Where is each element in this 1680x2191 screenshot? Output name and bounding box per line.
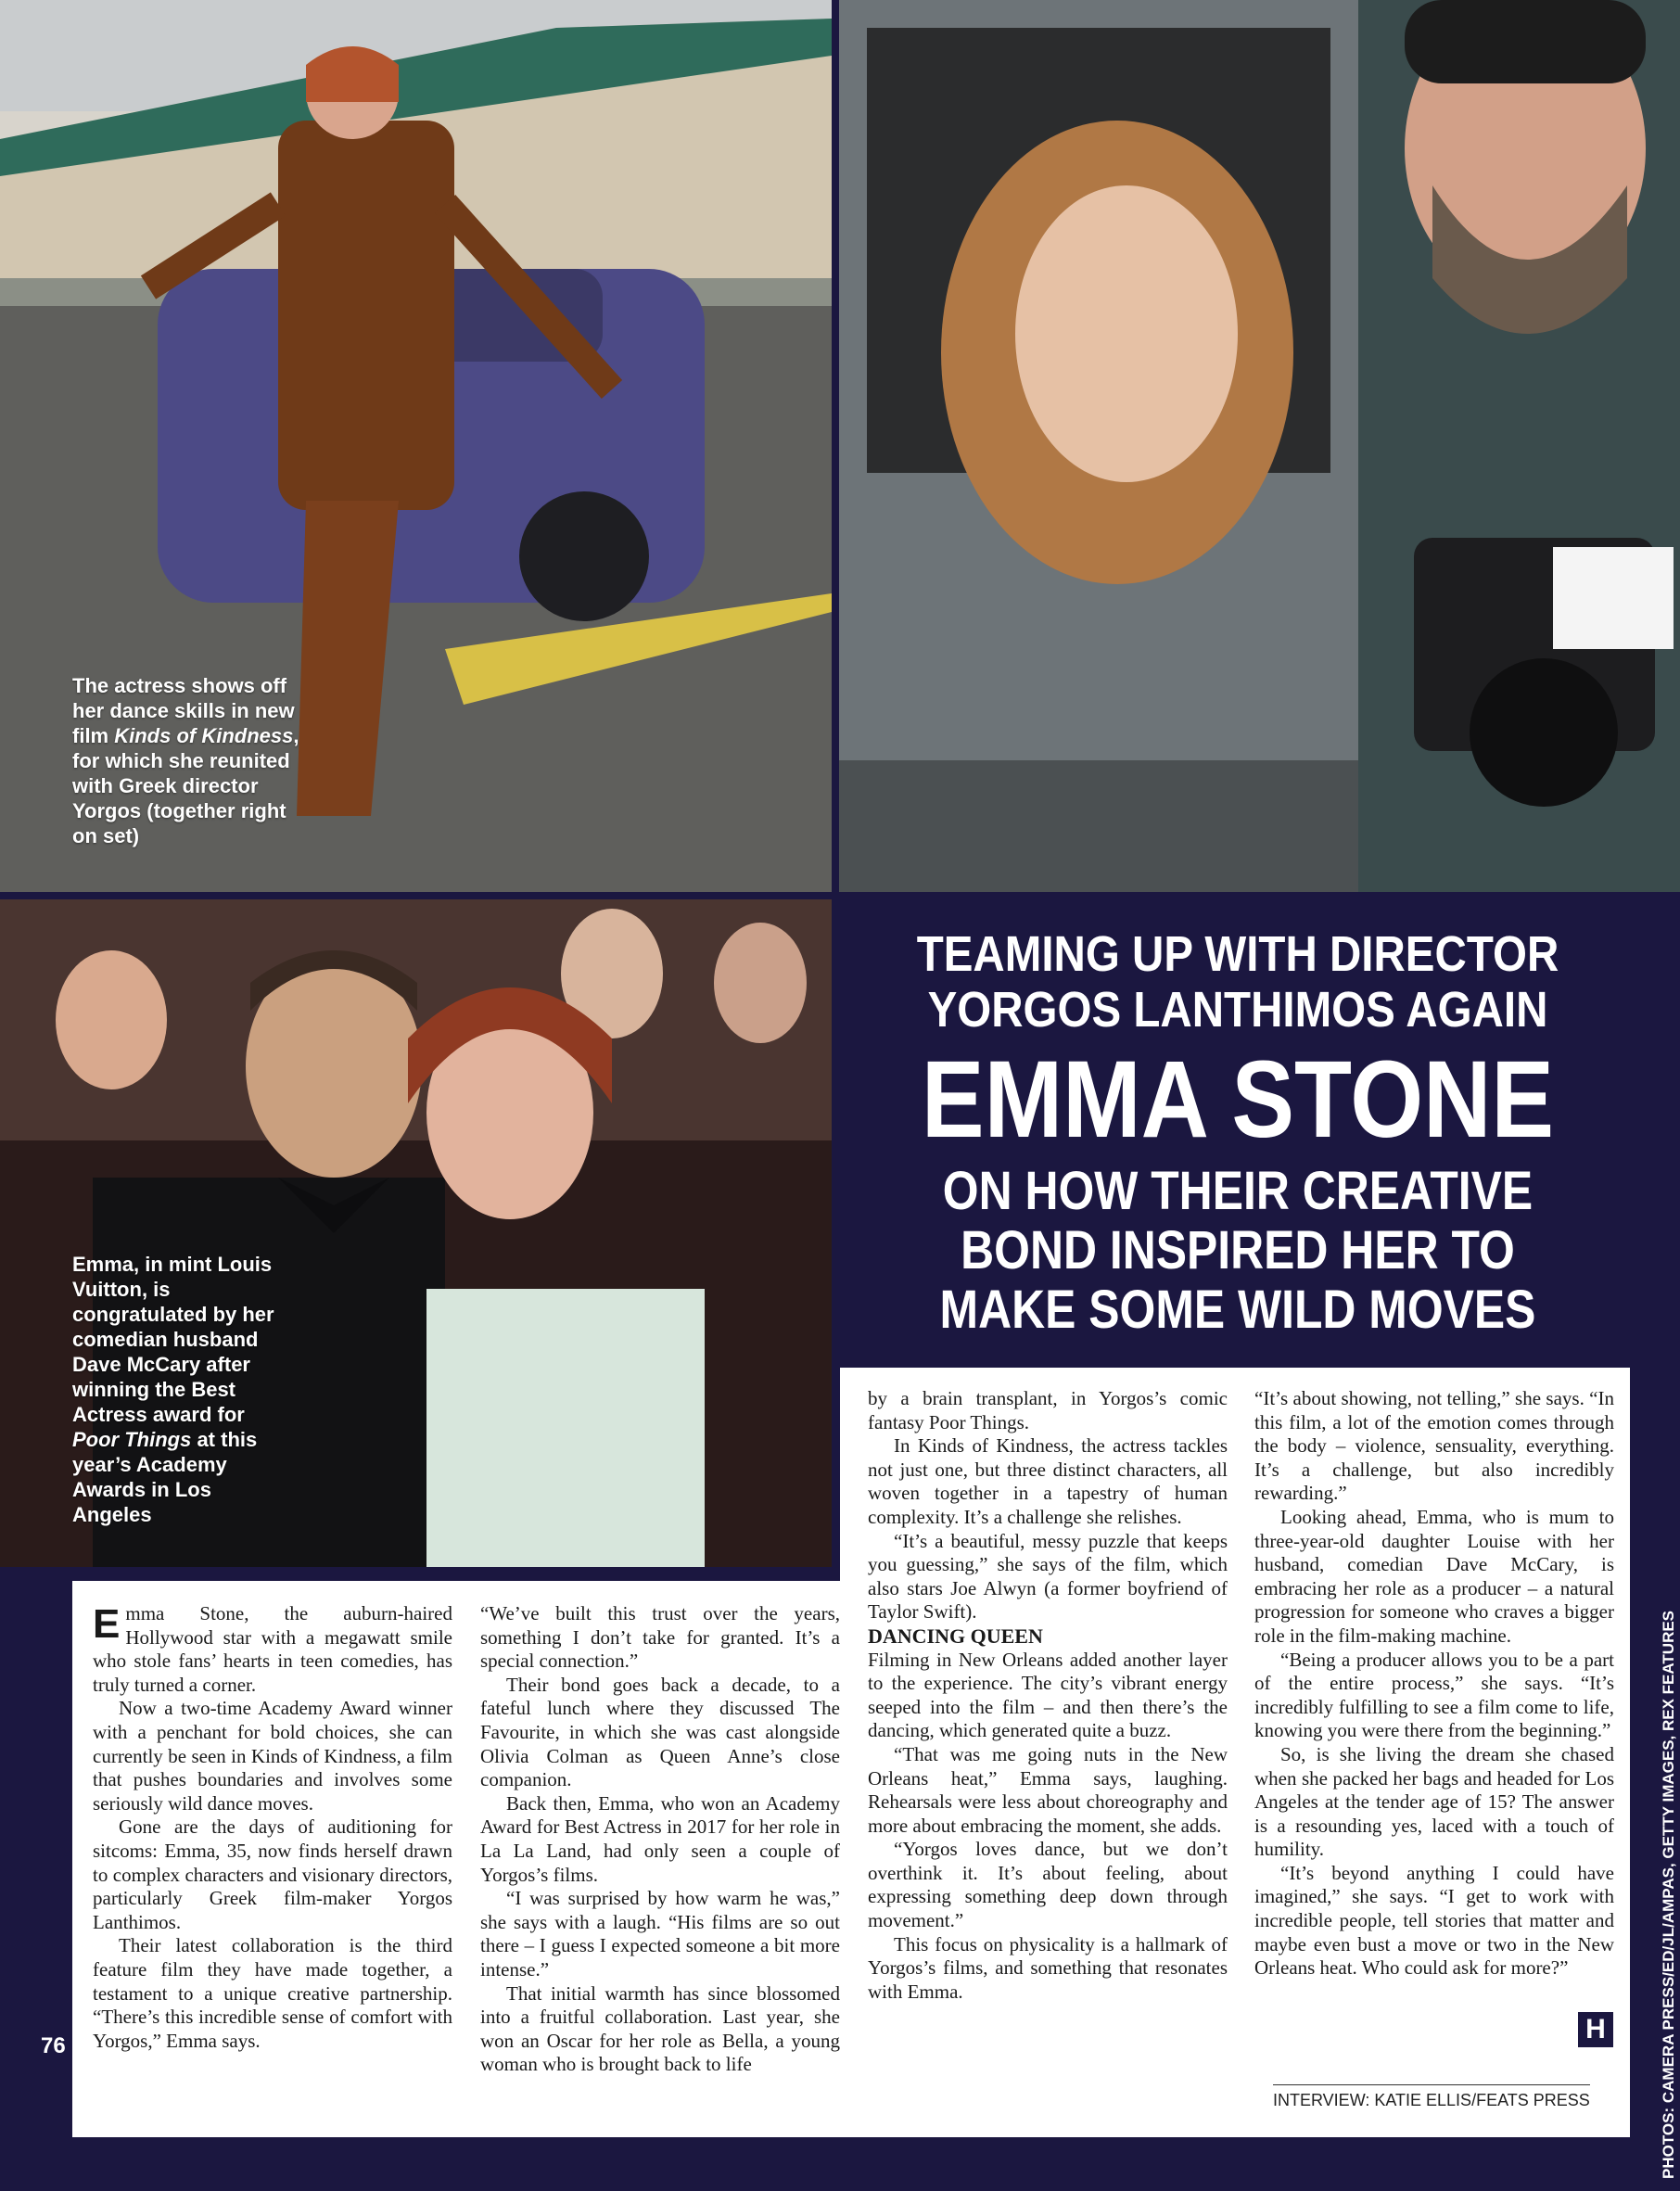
article-paragraph: Filming in New Orleans added another layer to the experience. The city’s vibrant energy seeped into the film – and then there’s the dancing, which generated quite a buzz. (868, 1648, 1228, 1742)
article-paragraph: Their latest collaboration is the third feature film they have made together, a testament to a unique creative partnership. “There’s this incredible sense of comfort with Yorgos,” Emma says. (93, 1934, 452, 2052)
article-column-3 (868, 1387, 1228, 2004)
article-paragraph: “Yorgos loves dance, but we don’t overthink it. It’s about feeling, about expressing something deep down through movement.” (868, 1838, 1228, 1932)
photo-with-director (839, 0, 1680, 892)
article-paragraph: Now a two-time Academy Award winner with a penchant for bold choices, she can currently be seen in Kinds of Kindness, a film that pushes boundaries and involves some seriously wild dance moves. (93, 1697, 452, 1815)
article-paragraph: That initial warmth has since blossomed into a fruitful collaboration. Last year, she won an Oscar for her role as Bella, a young woman who is brought back to life (480, 1981, 840, 2076)
caption-rest: , for which she reunited with Greek director Yorgos (together right on set) (72, 724, 299, 847)
article-paragraph: “I was surprised by how warm he was,” she says with a laugh. “His films are so out there – I guess I expected someone a bit more intense.” (480, 1887, 840, 1981)
drop-cap: E (93, 1601, 121, 1647)
caption-text: The actress shows off her dance skills in new film (72, 674, 295, 747)
headline-block (840, 913, 1635, 1368)
caption-text: Emma, in mint Louis Vuitton, is congratulated by her comedian husband Dave McCary after winning the Best Actress award for (72, 1253, 274, 1426)
paragraph-text: mma Stone, the auburn-haired Hollywood star with a megawatt smile who stole fans’ hearts in teen comedies, has truly turned a corner. (93, 1602, 452, 1696)
interview-credit: INTERVIEW: KATIE ELLIS/FEATS PRESS (1273, 2084, 1590, 2110)
article-paragraph: In Kinds of Kindness, the actress tackles not just one, but three distinct characters, all woven together in a tapestry of human complexity. It’s a challenge she relishes. (868, 1434, 1228, 1528)
article-paragraph: “It’s beyond anything I could have imagined,” she says. “I get to work with incredible people, tell stories that matter and maybe even bust a move or two in the New Orleans heat. Who could ask for more?” (1254, 1861, 1614, 1980)
article-paragraph: “That was me going nuts in the New Orleans heat,” Emma says, laughing. Rehearsals were less about choreography and more about embracing the moment, she adds. (868, 1742, 1228, 1837)
article-column-4 (1254, 1387, 1614, 1981)
headline-deck-1: ON HOW THEIR CREATIVE (942, 1161, 1534, 1221)
headline-name: EMMA STONE (921, 1038, 1555, 1161)
dancing-caption (72, 673, 304, 848)
caption-film: Kinds of Kindness (114, 724, 294, 747)
article-column-2 (480, 1602, 840, 2077)
article-paragraph: So, is she living the dream she chased when she packed her bags and headed for Los Angeles at the tender age of 15? The answer is a resounding yes, laced with a touch of humility. (1254, 1742, 1614, 1861)
article-paragraph: by a brain transplant, in Yorgos’s comic fantasy Poor Things. (868, 1387, 1228, 1433)
subhead-dancing-queen: DANCING QUEEN (868, 1624, 1043, 1648)
article-paragraph: This focus on physicality is a hallmark of Yorgos’s films, and something that resonates with Emma. (868, 1932, 1228, 2003)
headline-deck-2: BOND INSPIRED HER TO (961, 1220, 1515, 1280)
article-paragraph: Back then, Emma, who won an Academy Award for Best Actress in 2017 for her role in La La Land, had only seen a couple of Yorgos’s films. (480, 1791, 840, 1886)
article-column-1 (93, 1602, 452, 2053)
article-paragraph: “It’s a beautiful, messy puzzle that keeps you guessing,” she says of the film, which also stars Joe Alwyn (a former boyfriend of Taylor Swift). (868, 1529, 1228, 1624)
end-mark-logo: H (1578, 2012, 1613, 2047)
article-paragraph: “We’ve built this trust over the years, something I don’t take for granted. It’s a special connection.” (480, 1602, 840, 1673)
caption-rest: at this year’s Academy Awards in Los Angeles (72, 1428, 258, 1526)
article-paragraph: “It’s about showing, not telling,” she says. “In this film, a lot of the emotion comes through the body – violence, sensuality, everything. It’s a challenge, but also incredibly rewarding.” (1254, 1387, 1614, 1505)
caption-film: Poor Things (72, 1428, 192, 1451)
article-paragraph: Looking ahead, Emma, who is mum to three-year-old daughter Louise with her husband, comedian Dave McCary, is embracing her role as a producer – a natural progression for someone who craves a bigger role in the film-making machine. (1254, 1505, 1614, 1647)
headline-kicker-1: TEAMING UP WITH DIRECTOR (916, 926, 1559, 982)
article-paragraph: Gone are the days of auditioning for sitcoms: Emma, 35, now finds herself drawn to complex characters and visionary directors, particularly Greek film-maker Yorgos Lanthimos. (93, 1815, 452, 1933)
article-paragraph (93, 1602, 452, 1697)
headline-deck-3: MAKE SOME WILD MOVES (939, 1280, 1536, 1340)
page-number: 76 (41, 2033, 66, 2058)
photo-credit: PHOTOS: CAMERA PRESS/ED/JL/AMPAS, GETTY IMAGES, REX FEATURES (1660, 1610, 1677, 2179)
article-paragraph: “Being a producer allows you to be a part of the entire process,” she says. “It’s incredibly fulfilling to see a film come to life, knowing you were there from the beginning.” (1254, 1648, 1614, 1742)
oscars-caption (72, 1252, 281, 1527)
headline-kicker-2: YORGOS LANTHIMOS AGAIN (927, 982, 1548, 1038)
article-paragraph: Their bond goes back a decade, to a fateful lunch where they discussed The Favourite, in which she was cast alongside Olivia Colman as Queen Anne’s close companion. (480, 1673, 840, 1791)
